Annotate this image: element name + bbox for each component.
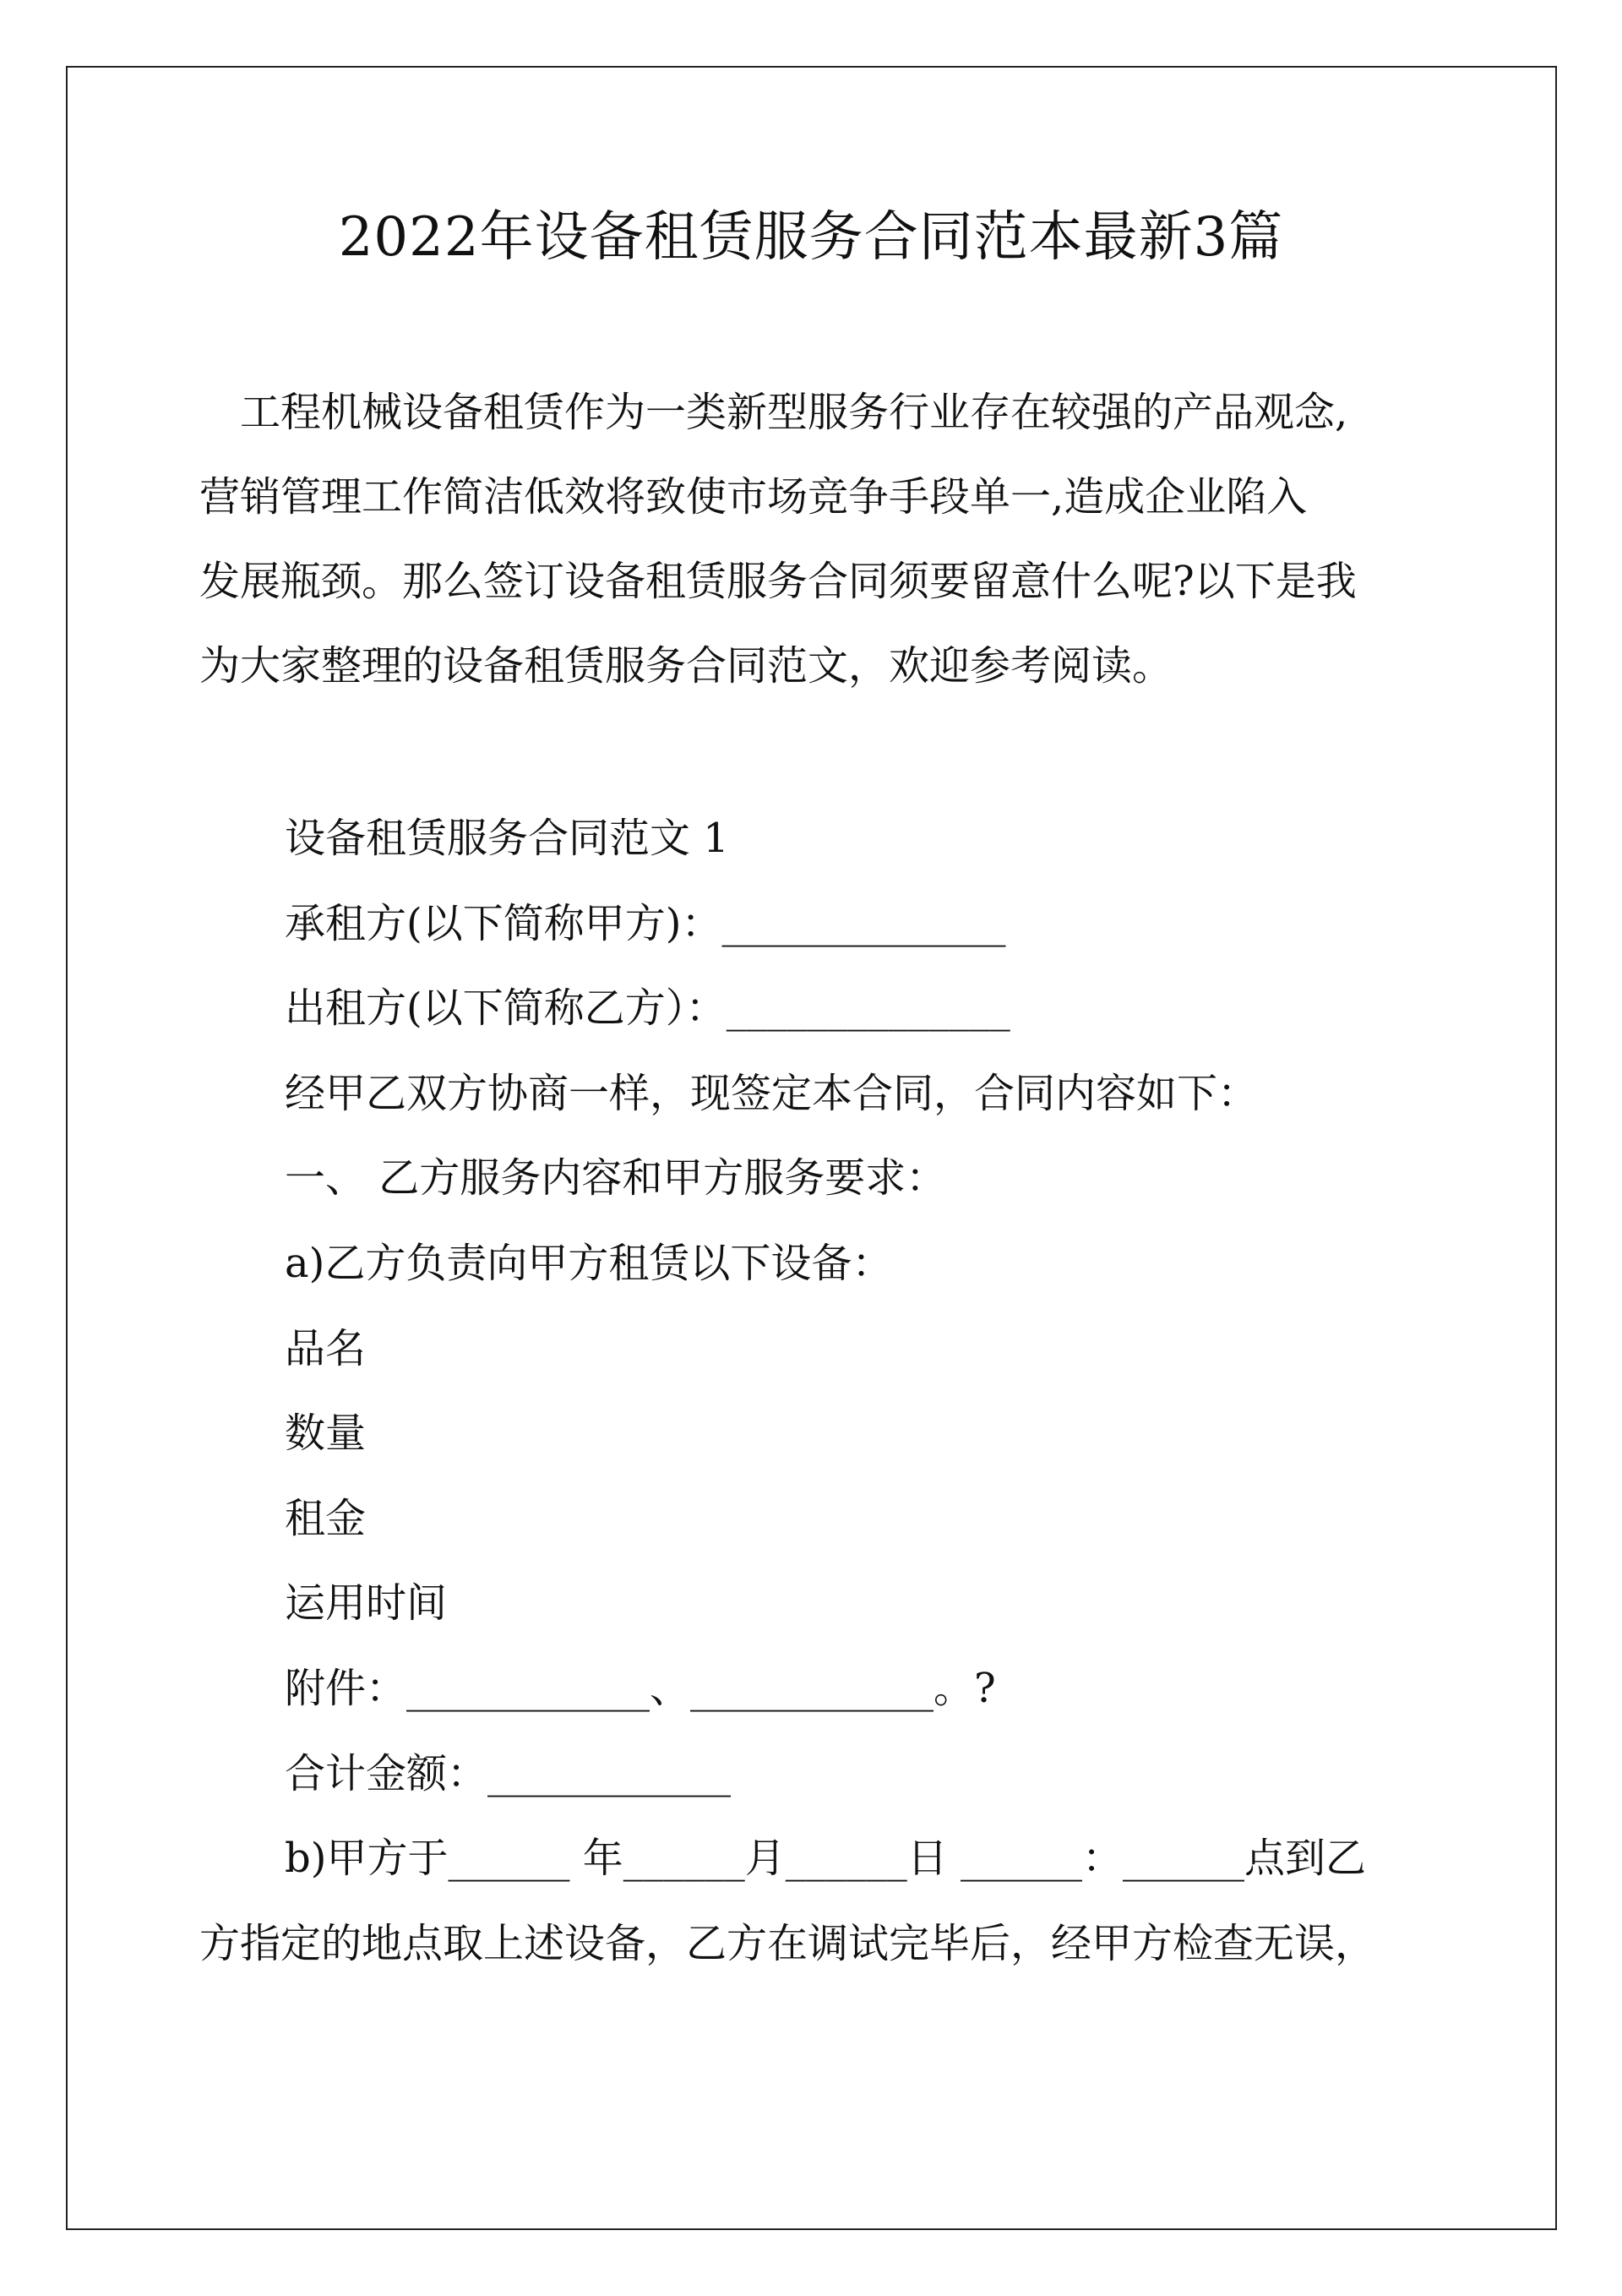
section-heading: 设备租赁服务合同范文 1 bbox=[285, 815, 729, 862]
agreement-line: 经甲乙双方协商一样，现签定本合同，合同内容如下： bbox=[285, 1070, 1259, 1117]
clause-heading: 一、 乙方服务内容和甲方服务要求： bbox=[285, 1154, 947, 1202]
document-title: 2022年设备租赁服务合同范本最新3篇 bbox=[338, 206, 1284, 269]
item-quantity-label: 数量 bbox=[285, 1410, 367, 1457]
item-rent-label: 租金 bbox=[285, 1495, 367, 1542]
intro-line: 营销管理工作简洁低效将致使市场竞争手段单一,造成企业陷入 bbox=[199, 473, 1308, 521]
item-usage-time-label: 运用时间 bbox=[285, 1579, 448, 1627]
intro-line: 为大家整理的设备租赁服务合同范文，欢迎参考阅读。 bbox=[199, 642, 1173, 690]
lessor-line: 出租方(以下简称乙方）：______________ bbox=[285, 984, 1010, 1032]
total-amount-line: 合计金额：____________ bbox=[285, 1750, 732, 1797]
lessee-line: 承租方(以下简称甲方)：______________ bbox=[285, 900, 1006, 947]
intro-line: 工程机械设备租赁作为一类新型服务行业存在较强的产品观念, bbox=[240, 389, 1348, 436]
clause-a: a)乙方负责向甲方租赁以下设备： bbox=[285, 1240, 893, 1287]
clause-b-continued: 方指定的地点取上述设备，乙方在调试完毕后，经甲方检查无误， bbox=[199, 1920, 1376, 1967]
attachments-line: 附件：____________、____________。? bbox=[285, 1665, 996, 1712]
item-name-label: 品名 bbox=[285, 1325, 367, 1372]
intro-line: 发展瓶颈。那么签订设备租赁服务合同须要留意什么呢?以下是我 bbox=[199, 558, 1357, 605]
clause-b: b)甲方于______ 年______月______日 ______：______点到乙 bbox=[285, 1835, 1366, 1882]
intro-paragraph bbox=[199, 370, 1433, 708]
